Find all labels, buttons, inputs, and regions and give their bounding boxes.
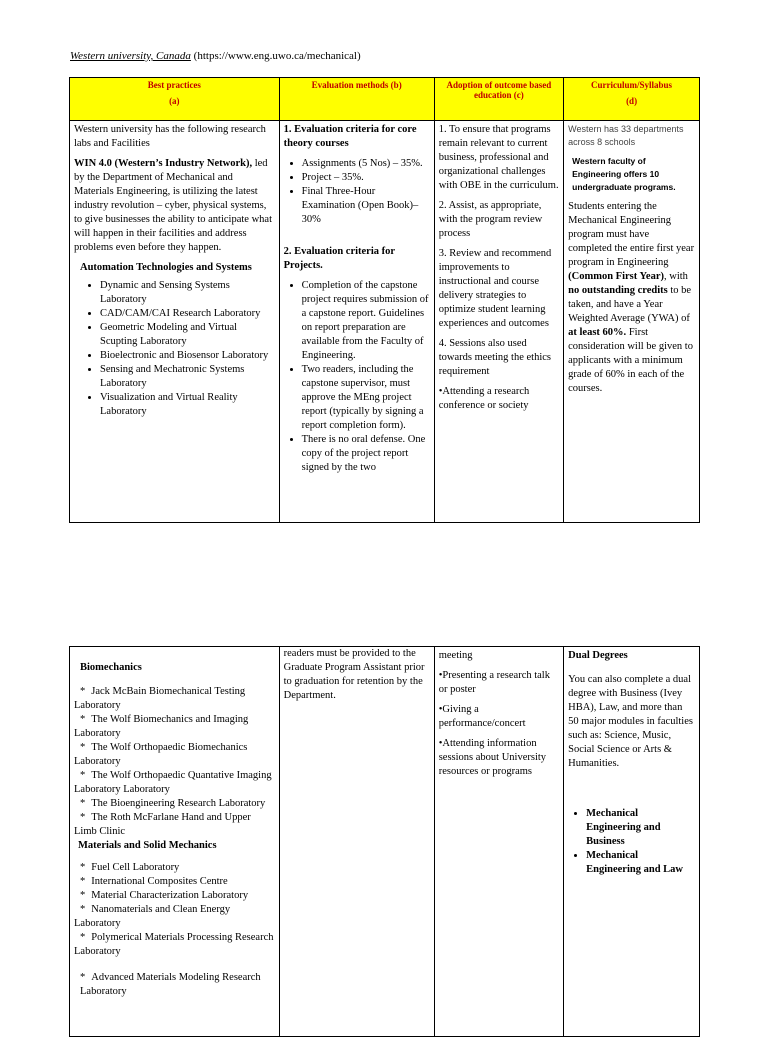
header-row <box>70 78 700 121</box>
list-item: * Fuel Cell Laboratory <box>80 862 180 873</box>
list-item: • Visualization and Virtual Reality Laboratory <box>100 391 275 419</box>
evaluation-cell <box>279 121 434 523</box>
faculty-text: Western faculty of Engineering offers 10 undergraduate programs. <box>572 156 676 192</box>
list-item: • Assignments (5 Nos) – 35%. <box>302 157 430 171</box>
obe-point-2: 2. Assist, as appropriate, with the program review process <box>438 200 543 239</box>
header-curriculum: Curriculum/Syllabus (d) <box>564 78 700 121</box>
obe-point-1: 1. To ensure that programs remain relevant to current business, professional and organizational challenges with OBE in the curriculum. <box>438 124 559 191</box>
list-item: * Jack McBain Biomechanical Testing Laboratory <box>74 686 246 711</box>
eval-list-1 <box>284 157 430 227</box>
list-item: * The Wolf Orthopaedic Biomechanics Laboratory <box>74 742 248 767</box>
obe-cont-1: meeting <box>438 650 473 661</box>
list-item: • Two readers, including the capstone supervisor, must approve the MEng project report (typically by signing a report completion form). <box>302 363 430 433</box>
list-item: • CAD/CAM/CAI Research Laboratory <box>100 307 275 321</box>
list-item: * The Roth McFarlane Hand and Upper Limb Clinic <box>74 812 251 837</box>
list-item: • Completion of the capstone project requires submission of a capstone report. Guidelines on report preparation are available from the Faculty of Engineering. <box>302 279 430 363</box>
title-close-paren: ) <box>356 50 361 62</box>
list-item: • Project – 35%. <box>302 171 430 185</box>
list-item: • There is no oral defense. One copy of the project report signed by the two <box>302 433 430 475</box>
dual-degrees-list <box>568 807 695 877</box>
obe-cont-2: •Presenting a research talk or poster <box>438 670 550 695</box>
list-item: * Nanomaterials and Clean Energy Laboratory <box>74 904 231 929</box>
list-item: • Dynamic and Sensing Systems Laboratory <box>100 279 275 307</box>
list-item: • Mechanical Engineering and Law <box>586 849 695 877</box>
list-item: * The Wolf Biomechanics and Imaging Laboratory <box>74 714 249 739</box>
list-item: • Sensing and Mechatronic Systems Laboratory <box>100 363 275 391</box>
best-practices-cell-cont <box>70 647 280 1037</box>
biomechanics-heading: Biomechanics <box>80 662 142 673</box>
obe-point-4: 4. Sessions also used towards meeting the ethics requirement <box>438 338 551 377</box>
evaluation-cell-cont <box>279 647 434 1037</box>
list-item: * Polymerical Materials Processing Research Laboratory <box>74 932 274 957</box>
eval-continued-text: readers must be provided to the Graduate Program Assistant prior to graduation for retention by the Department. <box>283 648 425 701</box>
university-name: Western university, Canada <box>70 50 191 62</box>
departments-text: Western has 33 departments across 8 schools <box>568 124 684 147</box>
table-row <box>70 121 700 523</box>
biomechanics-list <box>74 685 275 839</box>
obe-cont-3: •Giving a performance/concert <box>438 704 526 729</box>
best-practices-cell <box>70 121 280 523</box>
intro-text: Western university has the following research labs and Facilities <box>74 124 266 149</box>
page-title <box>70 50 361 62</box>
obe-cell <box>434 121 563 523</box>
materials-heading: Materials and Solid Mechanics <box>78 840 217 851</box>
title-url[interactable]: https://www.eng.uwo.ca/mechanical <box>197 50 357 62</box>
dual-degrees-heading: Dual Degrees <box>568 650 628 661</box>
list-item: • Mechanical Engineering and Business <box>586 807 695 849</box>
list-item: * The Wolf Orthopaedic Quantative Imaging Laboratory Laboratory <box>74 770 272 795</box>
list-item: • Final Three-Hour Examination (Open Book)– 30% <box>302 185 430 227</box>
header-best-practices: Best practices (a) <box>70 78 280 121</box>
list-item: * The Bioengineering Research Laboratory <box>80 798 266 809</box>
list-item: * Material Characterization Laboratory <box>80 890 249 901</box>
table-page-2 <box>69 646 700 1037</box>
automation-heading: Automation Technologies and Systems <box>80 262 252 273</box>
dual-degrees-text: You can also complete a dual degree with Business (Ivey HBA), Law, and more than 50 major modules in faculties such as: Science, Music, Social Science or Arts & Humanities. <box>568 674 693 769</box>
eval-section-2: 2. Evaluation criteria for Projects. <box>283 246 395 271</box>
automation-list <box>74 279 275 419</box>
obe-cell-cont <box>434 647 563 1037</box>
list-item: * Advanced Materials Modeling Research Laboratory <box>80 972 261 997</box>
list-item: • Geometric Modeling and Virtual Scupting Laboratory <box>100 321 275 349</box>
curriculum-cell <box>564 121 700 523</box>
list-item: • Bioelectronic and Biosensor Laboratory <box>100 349 275 363</box>
materials-list <box>74 861 275 959</box>
eval-list-2 <box>284 279 430 475</box>
curriculum-cell-cont <box>564 647 700 1037</box>
list-item: * International Composites Centre <box>80 876 228 887</box>
table-page-1 <box>69 77 700 523</box>
obe-point-5: •Attending a research conference or society <box>438 386 530 411</box>
eval-section-1: 1. Evaluation criteria for core theory courses <box>283 124 417 149</box>
obe-cont-4: •Attending information sessions about University resources or programs <box>438 738 547 777</box>
table-row <box>70 647 700 1037</box>
header-obe: Adoption of outcome based education (c) <box>434 78 563 121</box>
header-evaluation: Evaluation methods (b) <box>279 78 434 121</box>
win-text: WIN 4.0 (Western’s Industry Network), led by the Department of Mechanical and Materials Engineering, is utilizing the latest industry revolution – cyber, physical systems, to give businesses the ability to anticipate what will happen in their facilities and address problems even before they happen. <box>74 158 272 253</box>
title-open-paren: ( <box>190 50 198 62</box>
entry-requirements: Students entering the Mechanical Engineering program must have completed the entire first year program in Engineering (Common First Year), with no outstanding credits to be taken, and have a Year Weighted Average (YWA) of at least 60%. First consideration will be given to applicants with a minimum grade of 60% in each of the courses. <box>568 201 695 394</box>
obe-point-3: 3. Review and recommend improvements to instructional and course delivery strategies to optimize student learning experiences and outcomes <box>438 248 552 329</box>
